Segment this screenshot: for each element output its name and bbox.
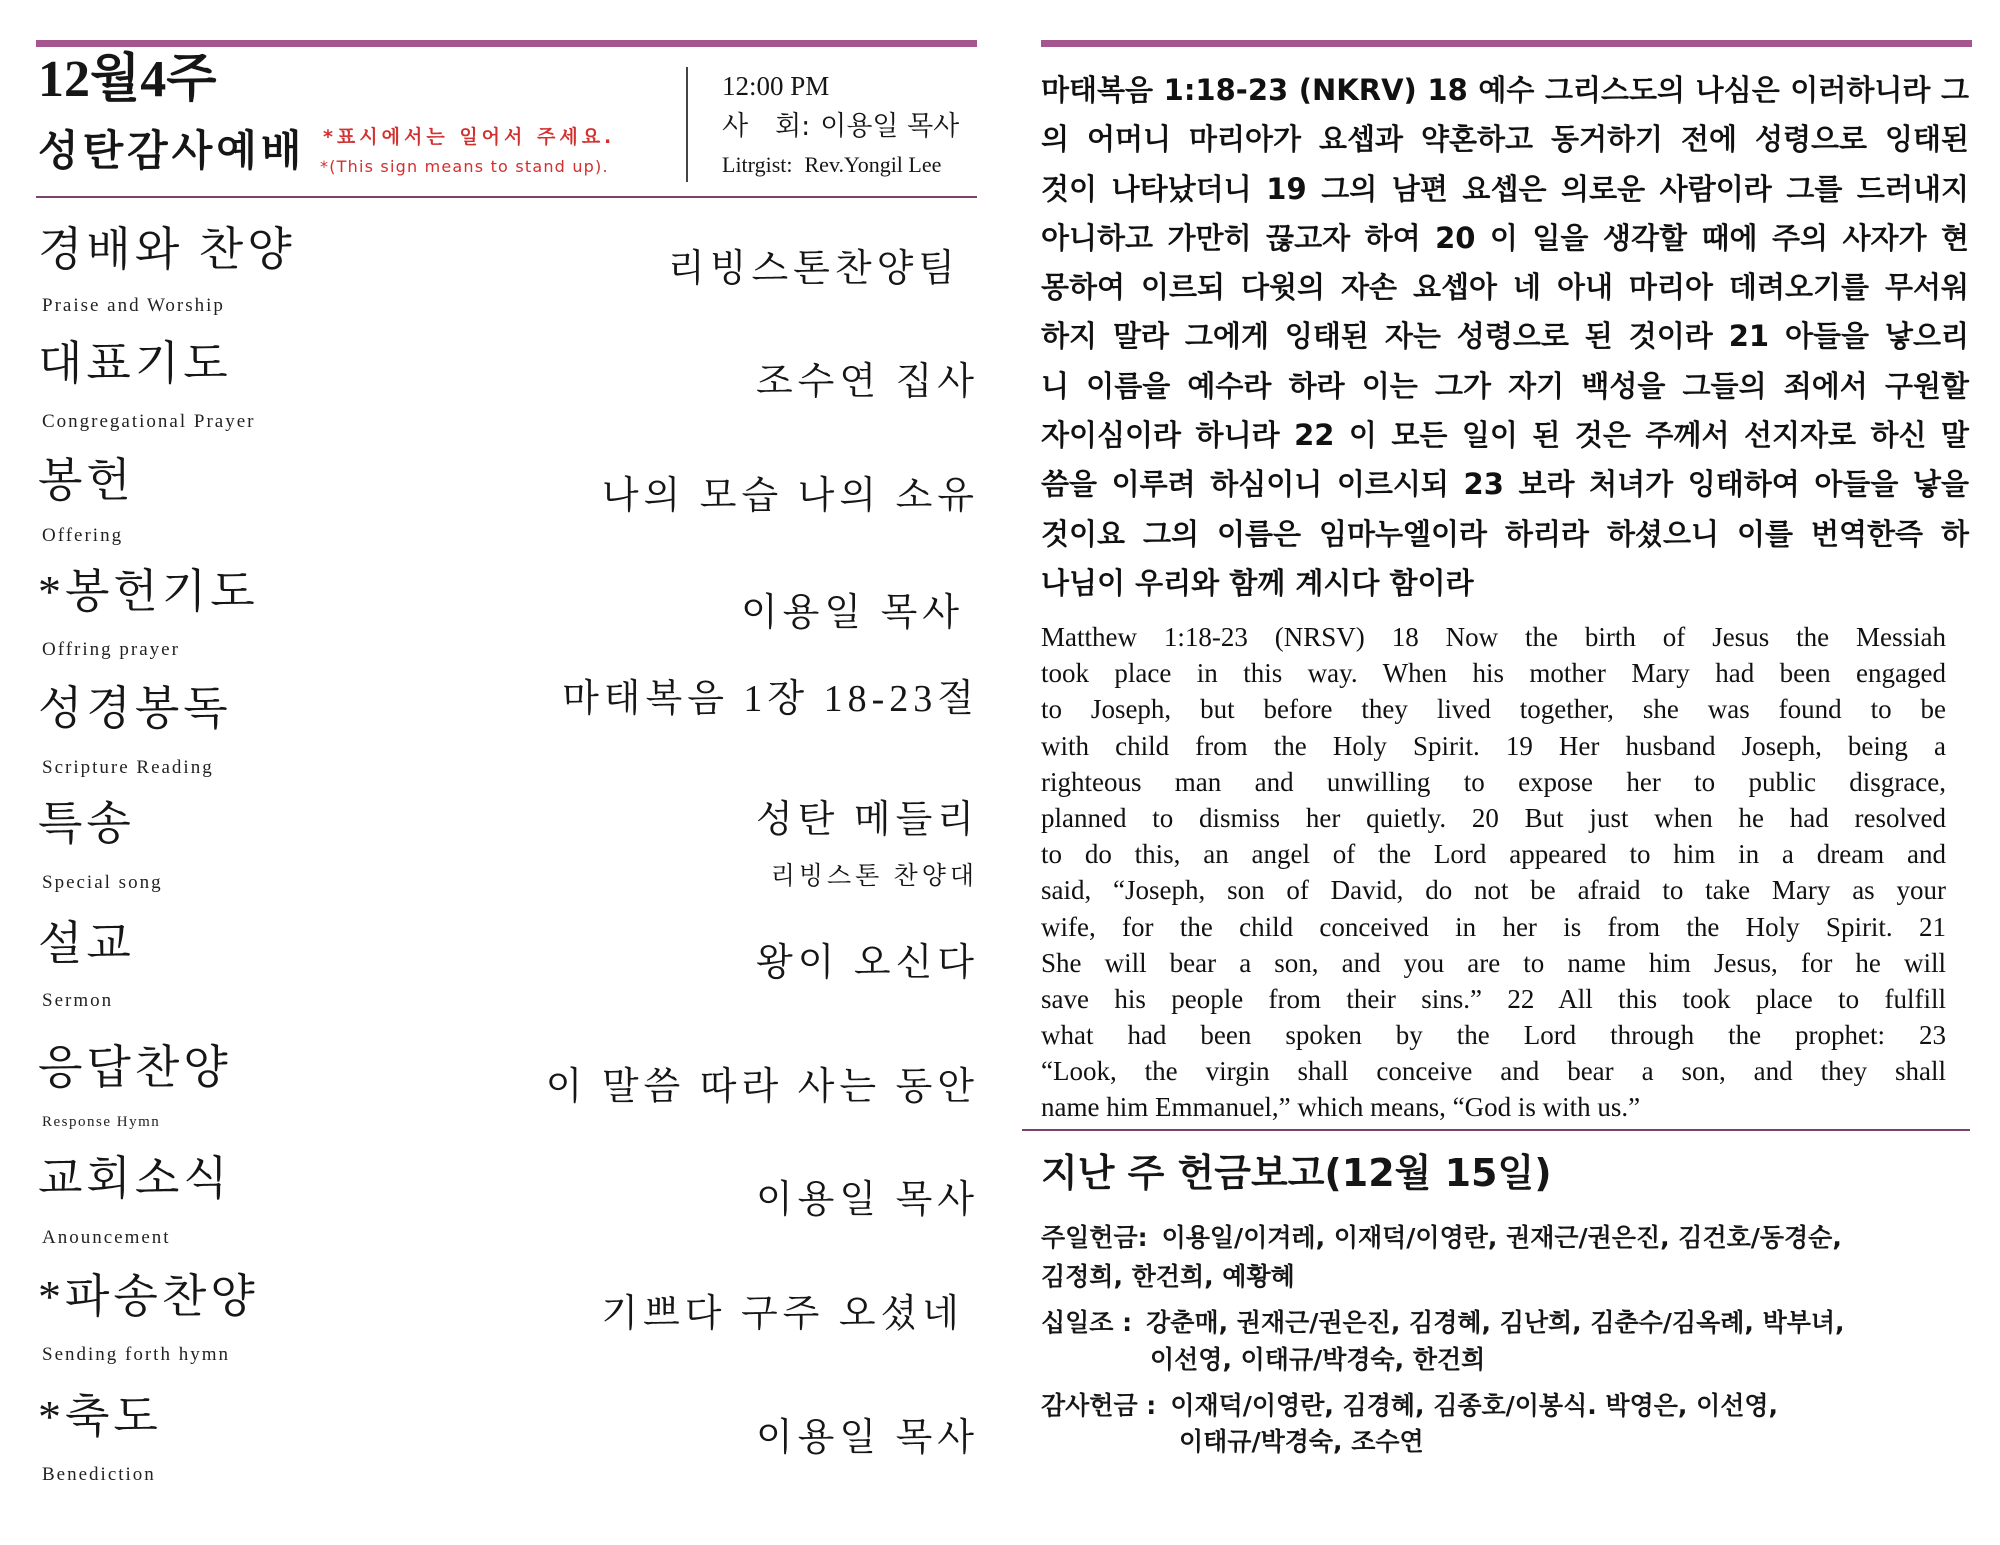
scripture-korean-line: 것이 나타났더니 19 그의 남편 요셉은 의로운 사람이라 그를 드러내지 [1041,171,1969,206]
offering-names: 이재덕/이영란, 김경혜, 김종호/이봉식. 박영은, 이선영, [1170,1391,1779,1420]
order-item-title: *봉헌기도 [38,566,259,617]
scripture-english-line: to do this, an angel of the Lord appeared to him in a dream and [1041,839,1946,870]
order-item-detail-sub: 리빙스톤 찬양대 [770,863,978,890]
offering-entry-line [1041,1225,1842,1251]
order-item-detail: 이용일 목사 [755,1179,979,1221]
liturgist [722,153,941,177]
offering-names-continued: 이태규/박경숙, 조수연 [1179,1427,1424,1456]
scripture-korean-line: 하지 말라 그에게 잉태된 자는 성령으로 된 것이라 21 아들을 낳으리 [1041,319,1969,354]
order-item-title: 봉헌 [38,455,135,506]
order-item-detail: 성탄 메들리 [755,799,979,841]
offering-names: 강춘매, 권재근/권은진, 김경혜, 김난희, 김춘수/김옥례, 박부녀, [1146,1308,1845,1337]
order-item-subtitle: Scripture Reading [42,757,214,778]
offering-section-rule [1022,1129,1970,1131]
scripture-korean-line: 나님이 우리와 함께 계시다 함이라 [1041,565,1474,600]
offering-report-title: 지난 주 헌금보고(12월 15일) [1041,1151,1552,1195]
order-item-title: *파송찬양 [38,1271,259,1322]
offering-entry-line [1041,1310,1845,1336]
service-title: 성탄감사예배 [38,126,306,175]
order-item-detail: 조수연 집사 [755,361,979,403]
order-item-detail: 나의 모습 나의 소유 [601,475,979,517]
liturgist-name: Rev.Yongil Lee [804,152,942,177]
scripture-english-line: “Look, the virgin shall conceive and bear a son, and they shall [1041,1056,1946,1087]
offering-label: 십일조 : [1041,1308,1133,1337]
order-item-detail: 기쁘다 구주 오셨네 [601,1293,964,1335]
scripture-english-line: planned to dismiss her quietly. 20 But just when he had resolved [1041,802,1946,833]
stand-note-korean: *표시에서는 일어서 주세요. [323,126,616,148]
order-item-subtitle: Sending forth hymn [42,1344,230,1365]
stand-note-english: *(This sign means to stand up). [320,157,609,176]
offering-names: 이용일/이겨레, 이재덕/이영란, 권재근/권은진, 김건호/동경순, [1161,1223,1842,1252]
top-accent-bar-left [36,40,977,47]
order-item-title: 교회소식 [38,1153,232,1204]
scripture-english-line: save his people from their sins.” 22 All this took place to fulfill [1041,983,1946,1014]
scripture-english-line: said, “Joseph, son of David, do not be afraid to take Mary as your [1041,875,1946,906]
order-item-title: 응답찬양 [38,1042,232,1093]
order-item-title: 경배와 찬양 [38,224,296,275]
scripture-english-line: with child from the Holy Spirit. 19 Her husband Joseph, being a [1041,730,1946,761]
order-item-detail: 마태복음 1장 18-23절 [562,678,979,720]
week-label: 12월4주 [38,51,217,108]
offering-label: 감사헌금 : [1041,1391,1157,1420]
offering-names-continued: 김정희, 한건희, 예황혜 [1041,1262,1295,1291]
scripture-korean-line: 니 이름을 예수라 하라 이는 그가 자기 백성을 그들의 죄에서 구원할 [1041,368,1969,403]
scripture-korean-line: 마태복음 1:18-23 (NKRV) 18 예수 그리스도의 나심은 이러하니라 그 [1041,73,1969,107]
scripture-english-line: took place in this way. When his mother Mary had been engaged [1041,658,1946,689]
order-item-subtitle: Benediction [42,1464,156,1485]
scripture-korean-line: 씀을 이루려 하심이니 이르시되 23 보라 처녀가 잉태하여 아들을 낳을 [1041,467,1969,502]
order-item-title: 성경봉독 [38,683,232,734]
scripture-english-line: to Joseph, but before they lived together, she was found to be [1041,694,1946,725]
scripture-korean-line: 의 어머니 마리아가 요셉과 약혼하고 동거하기 전에 성령으로 잉태된 [1041,122,1969,157]
scripture-english [1041,619,1946,1126]
order-item-title: 대표기도 [38,338,232,389]
order-item-title: *축도 [38,1391,162,1442]
scripture-english-line: name him Emmanuel,” which means, “God is with us.” [1041,1092,1641,1123]
presider [722,113,959,141]
scripture-english-line: wife, for the child conceived in her is from the Holy Spirit. 21 [1041,911,1946,942]
offering-entry-line [1041,1393,1778,1419]
scripture-korean-line: 아니하고 가만히 끊고자 하여 20 이 일을 생각할 때에 주의 사자가 현 [1041,220,1969,255]
order-item-subtitle: Anouncement [42,1227,171,1248]
order-item-detail: 이 말씀 따라 사는 동안 [545,1066,979,1108]
header-rule [36,196,977,198]
order-item-subtitle: Offering [42,525,124,546]
order-item-subtitle: Praise and Worship [42,295,225,316]
order-item-subtitle: Offring prayer [42,639,180,660]
scripture-korean-line: 것이요 그의 이름은 임마누엘이라 하리라 하셨으니 이를 번역한즉 하 [1041,516,1969,551]
header-vertical-divider [686,67,688,182]
order-item-subtitle: Sermon [42,990,114,1011]
presider-name: 이용일 목사 [820,111,960,142]
order-item-detail: 이용일 목사 [755,1417,979,1459]
order-item-detail: 리빙스톤찬양팀 [668,248,960,290]
presider-label: 사 회: [722,111,811,142]
order-item-title: 특송 [38,798,135,849]
top-accent-bar-right [1041,40,1972,47]
liturgist-label: Litrgist: [722,152,793,177]
scripture-korean [1041,66,1969,608]
scripture-english-line: righteous man and unwilling to expose her to public disgrace, [1041,766,1946,797]
scripture-english-line: She will bear a son, and you are to name him Jesus, for he will [1041,947,1946,978]
scripture-english-line: Matthew 1:18-23 (NRSV) 18 Now the birth of Jesus the Messiah [1041,622,1946,652]
scripture-korean-line: 몽하여 이르되 다윗의 자손 요셉아 네 아내 마리아 데려오기를 무서워 [1041,270,1969,305]
service-time: 12:00 PM [722,71,830,101]
scripture-korean-line: 자이심이라 하니라 22 이 모든 일이 된 것은 주께서 선지자로 하신 말 [1041,418,1969,453]
scripture-english-line: what had been spoken by the Lord through the prophet: 23 [1041,1020,1946,1051]
order-item-subtitle: Congregational Prayer [42,411,256,432]
order-item-subtitle: Special song [42,872,163,893]
order-item-detail: 이용일 목사 [740,592,964,634]
order-item-title: 설교 [38,918,135,969]
order-item-subtitle: Response Hymn [42,1114,161,1130]
offering-names-continued: 이선영, 이태규/박경숙, 한건희 [1150,1345,1486,1374]
offering-label: 주일헌금: [1041,1223,1148,1252]
order-item-detail: 왕이 오신다 [755,942,979,984]
